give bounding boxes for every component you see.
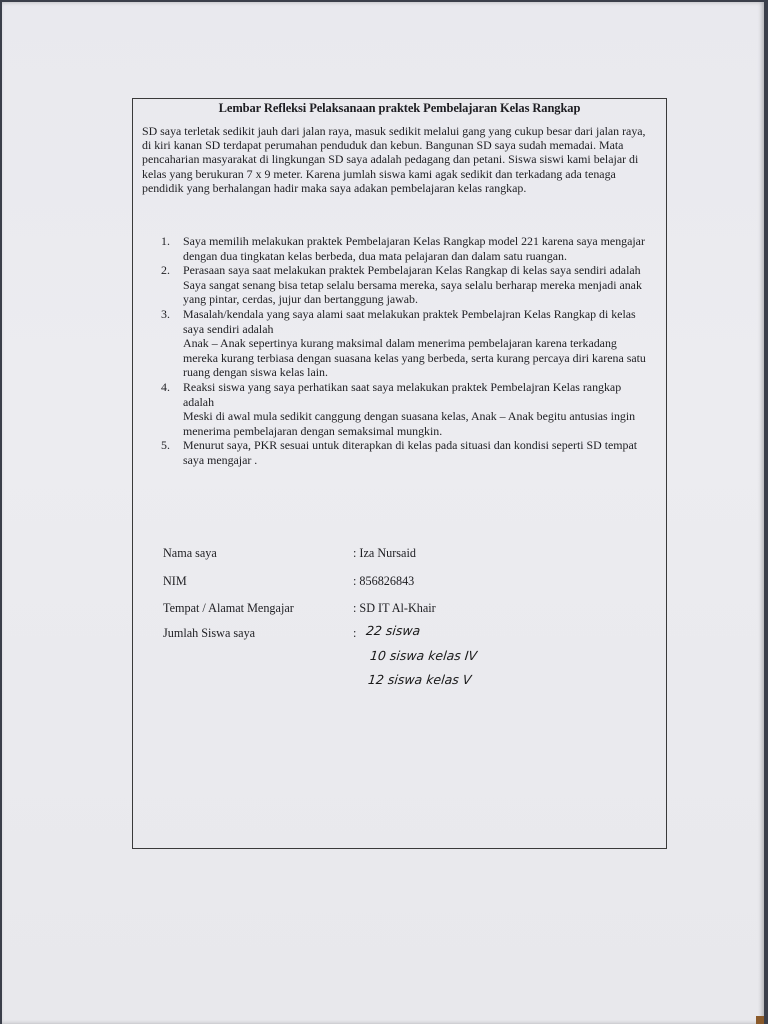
item-number: 3. — [161, 306, 170, 321]
document-title: Lembar Refleksi Pelaksanaan praktek Pembelajaran Kelas Rangkap — [218, 101, 581, 115]
handwritten-line-2: 12 siswa kelas V — [367, 672, 473, 687]
list-item — [161, 263, 652, 307]
item-question: Reaksi siswa yang saya perhatikan saat saya melakukan praktek Pembelajran Kelas rangkap adalah — [183, 379, 622, 409]
item-question: Saya memilih melakukan praktek Pembelajaran Kelas Rangkap model 221 karena saya mengajar dengan dua tingkatan kelas berbeda, dua mata pelajaran dan dalam satu ruangan. — [183, 234, 645, 263]
item-question: Perasaan saya saat melakukan praktek Pembelajaran Kelas Rangkap di kelas saya sendiri adalah — [183, 263, 641, 278]
list-item — [161, 234, 652, 263]
list-item — [161, 438, 652, 467]
list-item — [161, 380, 652, 438]
place-value: : SD IT Al-Khair — [353, 601, 436, 615]
item-number: 2. — [161, 263, 170, 278]
item-number: 4. — [161, 379, 170, 394]
item-question: Menurut saya, PKR sesuai untuk diterapkan di kelas pada situasi dan kondisi seperti SD tempat saya mengajar . — [183, 438, 638, 467]
students-colon: : — [353, 626, 357, 640]
reflection-list — [161, 234, 652, 468]
list-item — [161, 307, 652, 380]
handwritten-line-1: 10 siswa kelas IV — [369, 648, 478, 663]
page-corner-mark — [756, 1016, 764, 1024]
students-label: Jumlah Siswa saya — [163, 626, 256, 640]
nim-value: : 856826843 — [353, 574, 415, 588]
place-label: Tempat / Alamat Mengajar — [163, 601, 294, 615]
item-question: Masalah/kendala yang saya alami saat melakukan praktek Pembelajran Kelas Rangkap di kelas saya sendiri adalah — [183, 306, 636, 336]
document-frame — [132, 98, 667, 849]
item-answer: Meski di awal mula sedikit canggung dengan suasana kelas, Anak – Anak begitu antusias ingin menerima pembelajaran dengan semaksimal mungkin. — [183, 409, 636, 438]
name-value: : Iza Nursaid — [353, 546, 416, 560]
nim-label: NIM — [163, 574, 187, 588]
item-number: 5. — [161, 438, 170, 453]
item-answer: Anak – Anak sepertinya kurang maksimal dalam menerima pembelajaran karena terkadang mereka kurang terbiasa dengan suasana kelas yang berbeda, serta kurang percaya diri karena satu ruang dengan siswa kelas lain. — [183, 336, 646, 380]
name-label: Nama saya — [163, 546, 217, 560]
intro-paragraph: SD saya terletak sedikit jauh dari jalan raya, masuk sedikit melalui gang yang cukup besar dari jalan raya, di kiri kanan SD terdapat perumahan penduduk dan kebun. Bangunan SD saya sudah memadai. Mata pencaharian masyarakat di lingkungan SD saya adalah pedagang dan petani. Siswa siswi kami belajar di kelas yang berukuran 7 x 9 meter. Karena jumlah siswa kami agak sedikit dan terkadang ada tenaga pendidik yang berhalangan hadir maka saya adakan pembelajaran kelas rangkap. — [142, 124, 646, 195]
handwritten-total: 22 siswa — [365, 623, 422, 638]
paper-sheet — [2, 2, 764, 1024]
item-answer: Saya sangat senang bisa tetap selalu bersama mereka, saya selalu berharap mereka menjadi anak yang pintar, cerdas, jujur dan bertanggung jawab. — [183, 277, 642, 307]
item-number: 1. — [161, 234, 170, 248]
